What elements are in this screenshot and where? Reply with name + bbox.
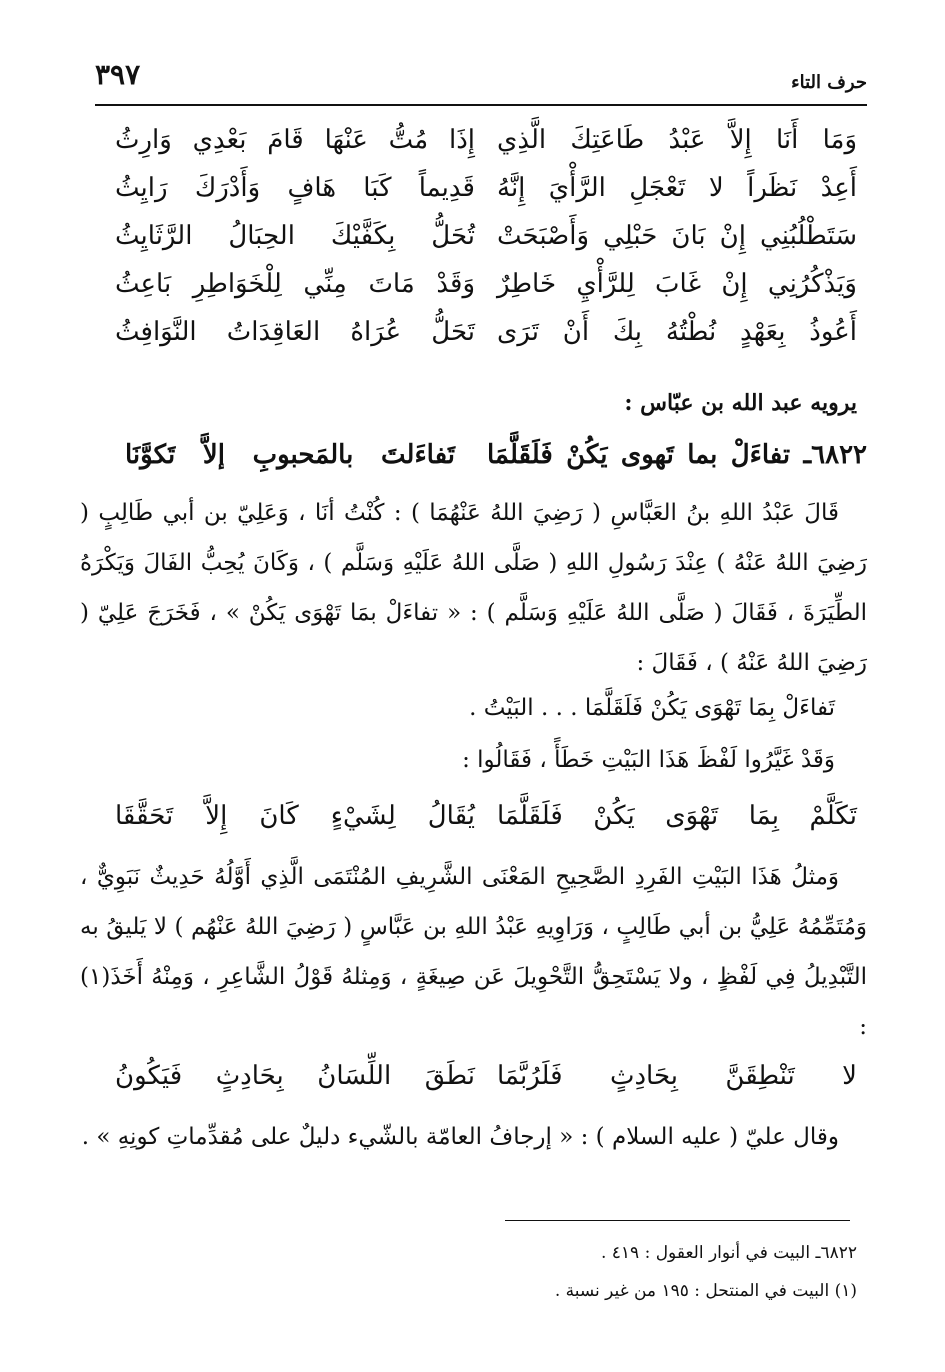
paragraph-commentary: وَمثلُ هَذَا البَيْتِ الفَرِدِ الصَّحِيحِ المَعْنَى الشَّرِيفِ المُنْتَمَى الَّذِي أَوَّلُهُ حَدِيثٌ نَبَوِيٌّ ، وَمُتَمِّمُهُ عَلِيُّ بن أبي طَالِبٍ ، وَرَاوِيهِ عَبْدُ اللهِ بن عَبَّاسٍ ( رَضِيَ اللهُ عَنْهُم ) لا يَليقُ به التَّبْدِيلُ فِي لَفْظٍ ، ولا يَسْتَحِقُّ التَّحْوِيلَ عَن صِيغَةٍ ، وَمِثلهُ قَوْلُ الشَّاعِرِ ، وَمِنْهُ أَخَذَ(١) : [80, 864, 867, 1040]
verse-3-second-hemistich: تُحَلُّ بِكَفَّيْكَ الحِبَالُ الرَّثَايِثُ [115, 221, 475, 251]
verse-4-second-hemistich: وَقَدْ مَاتَ مِنِّي لِلْخَوَاطِرِ بَاعِثُ [115, 269, 475, 299]
verse-1-second-hemistich: إِذَا مُتُّ عَنْهَا قَامَ بَعْدِي وَارِثُ [115, 125, 475, 155]
narrator-intro: يرويه عبد الله بن عبّاس : [624, 390, 857, 416]
verse-footnoted-second-hemistich: نَطَقَ اللِّسَانُ بِحَادِثٍ فَيَكُونُ [115, 1061, 475, 1091]
verse-altered-second-hemistich: يُقَالُ لِشَيْءٍ كَانَ إِلاَّ تَحَقَّقَا [115, 801, 475, 831]
verse-altered-first-hemistich: تَكَلَّمْ بِمَا تَهْوَى يَكُنْ فَلَقَلَّمَا [497, 801, 857, 831]
verse-5-first-hemistich: أَعُوذُ بِعَهْدٍ نُطْتُهُ بِكَ أَنْ تَرَى [497, 317, 857, 347]
altered-verse-intro: وَقَدْ غَيَّرُوا لَفْظَ هَذَا البَيْتِ خَطَأً ، فَقَالُوا : [462, 747, 835, 773]
page-number: ٣٩٧ [95, 58, 141, 91]
footnote-6822: ٦٨٢٢ـ البيت في أنوار العقول : ٤١٩ . [600, 1243, 857, 1263]
page-header [95, 56, 867, 106]
verse-2-first-hemistich: أَعِدْ نَظَراً لا تَعْجَلِ الرَّأْيَ إِنَّهُ [497, 173, 857, 203]
paragraph-ali-saying: وقال عليّ ( عليه السلام ) : « إرجافُ العامّة بالشّيء دليلٌ على مُقدِّماتِ كونِهِ » . [81, 1124, 839, 1150]
verse-footnoted-first-hemistich: لا تَنْطِقَنَّ بِحَادِثٍ فَلَرُبَّمَا [497, 1061, 857, 1091]
verse-2-second-hemistich: قَدِيماً كَبَا هَافٍ وَأَدْرَكَ رَايِثُ [115, 173, 475, 203]
verse-altered-line [95, 792, 867, 840]
verse-6822 [95, 430, 867, 480]
running-title: حرف التاء [791, 72, 867, 93]
paragraph-narration: قَالَ عَبْدُ اللهِ بنُ العَبَّاسِ ( رَضِيَ اللهُ عَنْهُمَا ) : كُنْتُ أنَا ، وَعَلِيّ بن أبي طَالِبٍ ( رَضِيَ اللهُ عَنْهُ ) عِنْدَ رَسُولِ اللهِ ( صَلَّى اللهُ عَلَيْهِ وَسَلَّم ) ، وَكَانَ يُحِبُّ الفَالَ وَيَكْرَهُ الطِّيَرَةَ ، فَقَالَ ( صَلَّى اللهُ عَلَيْهِ وَسَلَّم ) : « تفاءَلْ بمَا تَهْوَى يَكُنْ » ، فَخَرَجَ عَلِيّ ( رَضِيَ اللهُ عَنْهُ ) ، فَقَالَ : [80, 500, 867, 676]
verse-footnoted [95, 1052, 867, 1100]
verse-1-first-hemistich: وَمَا أَنَا إِلاَّ عَبْدُ طَاعَتِكَ الَّذِي [497, 125, 857, 155]
quoted-verse-line: تَفاءَلْ بِمَا تَهْوَى يَكُنْ فَلَقَلَّمَا . . . البَيْتُ . [469, 695, 835, 721]
verse-1 [95, 116, 867, 164]
verse-altered [95, 792, 867, 840]
verse-4-first-hemistich: وَيَذْكُرُنِي إِنْ غَابَ لِلرَّأْيِ خَاطِرٌ [497, 269, 857, 299]
verse-6822-first-hemistich: ٦٨٢٢ـ تفاءَلْ بما تَهوى يَكُنْ فَلَقَلَّمَا [487, 440, 867, 470]
verse-3 [95, 212, 867, 260]
footnote-1: (١) البيت في المنتحل : ١٩٥ من غير نسبة . [554, 1281, 857, 1301]
verse-2 [95, 164, 867, 212]
verse-5 [95, 308, 867, 356]
verse-6822-second-hemistich: تَفاءَلتَ بالمَحبوبِ إلاَّ تَكوَّنَا [125, 440, 455, 470]
verse-3-first-hemistich: سَتَطْلُبُنِي إِنْ بَانَ حَبْلِي وَأَصْبَحَتْ [497, 221, 857, 251]
footnote-separator [505, 1220, 850, 1221]
poem-top [95, 116, 867, 356]
verse-footnoted-line [95, 1052, 867, 1100]
verse-4 [95, 260, 867, 308]
verse-5-second-hemistich: تَحَلُّ عُرَاهُ العَاقِدَاتُ النَّوَافِثُ [115, 317, 475, 347]
